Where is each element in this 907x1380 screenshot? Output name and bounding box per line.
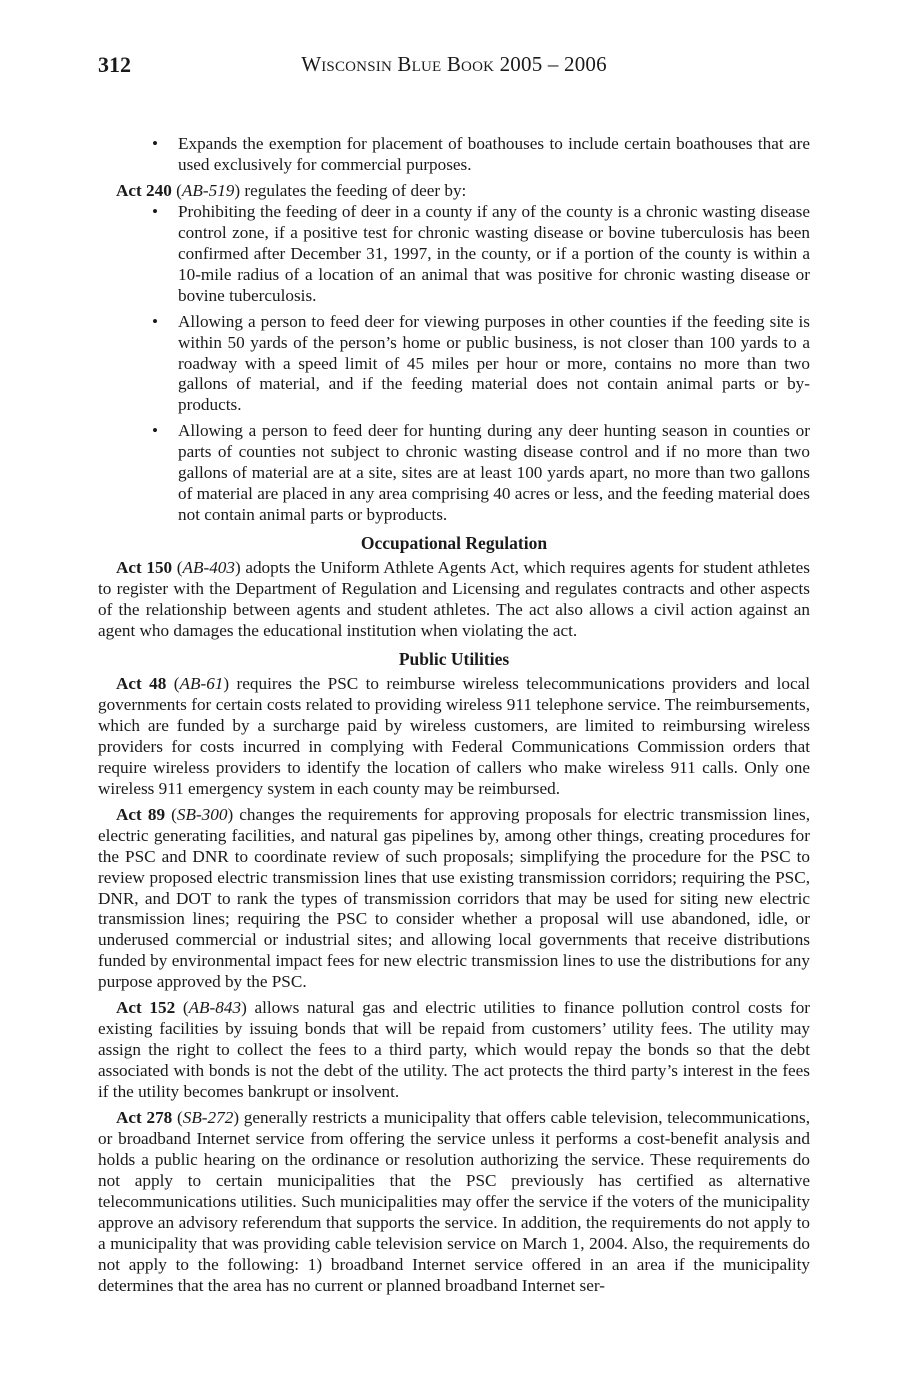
act-paragraph: Act 150 (AB-403) adopts the Uniform Athlete Agents Act, which requires agents for student athletes to register with the Department of Regulation and Licensing and regulates contracts and other aspects of the relationship between agents and student athletes. The act also allows a civil action against an agent who damages the educational institution when violating the act. [98,558,810,641]
act-number: Act 278 [116,1108,173,1128]
act-number: Act 240 [116,180,172,200]
bullet-item: • Expands the exemption for placement of boathouses to include certain boathouses that are used exclusively for commercial purposes. [178,134,810,176]
bill-number: SB-272 [182,1108,234,1128]
page-body [98,134,810,1297]
act240-bullet-list [98,202,810,526]
act-text: ) allows natural gas and electric utilities to finance pollution control costs for existing facilities by issuing bonds that will be repaid from customers’ utility fees. The utility may assign the right to collect the fees to a third party, which would repay the bonds so that the debt associated with bonds is not the debt of the utility. The act protects the third party’s interest in the fees if the utility becomes bankrupt or insolvent. [98,998,811,1102]
bill-number: AB-403 [182,558,235,578]
running-title: Wisconsin Blue Book 2005 – 2006 [301,52,607,76]
page-header [98,52,810,82]
bullet-item: • Allowing a person to feed deer for viewing purposes in other counties if the feeding site is within 50 yards of the person’s home or public business, is not closer than 100 yards to a roadway with a speed limit of 45 miles per hour or more, contains no more than two gallons of material, and if the feeding material does not contain animal parts or by-products. [178,312,810,417]
section-heading-occupational: Occupational Regulation [360,533,548,554]
bill-number: AB-843 [188,998,242,1018]
section-heading-utilities: Public Utilities [398,648,510,669]
bill-number: AB-61 [179,673,224,693]
act-number: Act 89 [116,804,166,824]
act-text: ) adopts the Uniform Athlete Agents Act, which requires agents for student athletes to register with the Department of Regulation and Licensing and regulates contracts and other aspects of the relationship between agents and student athletes. The act also allows a civil action against an agent who damages the educational institution when violating the act. [98,558,810,641]
act-text: ) regulates the feeding of deer by: [234,180,467,200]
act-text: ) requires the PSC to reimburse wireless telecommunications providers and local governments for certain costs related to providing wireless 911 telephone service. The reimbursements, which are funded by a surcharge paid by wireless customers, are limited to reimbursing wireless providers for costs incurred in complying with Federal Communications Commission orders that require wireless providers to identify the location of callers who make wireless 911 calls. Only one wireless 911 emergency system in each county may be reimbursed. [98,673,810,798]
act-paragraph: Act 278 (SB-272) generally restricts a municipality that offers cable television, telecommunications, or broadband Internet service from offering the service unless it performs a cost-benefit analysis and holds a public hearing on the ordinance or resolution authorizing the service. These requirements do not apply to certain municipalities that the PSC previously has certified as alternative telecommunications utilities. Such municipalities may offer the service if the voters of the municipality approve an advisory referendum that supports the service. In addition, the requirements do not apply to a municipality that was providing cable television service on March 1, 2004. Also, the requirements do not apply to the following: 1) broadband Internet service offered in an area if the municipality determines that the area has no current or planned broadband Internet ser- [98,1108,810,1295]
bill-number: SB-300 [176,804,228,824]
act-text: ) changes the requirements for approving proposals for electric transmission lines, electric generating facilities, and natural gas pipelines by, among other things, creating procedures for the PSC and DNR to coordinate review of such proposals; simplifying the procedure for the PSC to review proposed electric transmission lines that use existing transmission corridors; requiring the PSC, DNR, and DOT to rank the types of transmission corridors that may be used for siting new electric transmission lines; requiring the PSC to consider whether a proposal will use abandoned, idle, or underused commercial or industrial sites; and allowing local governments that receive distributions funded by environmental impact fees for new electric transmission lines to use the distributions for any purpose approved by the PSC. [98,804,810,992]
bullet-item: • Allowing a person to feed deer for hunting during any deer hunting season in counties or parts of counties not subject to chronic wasting disease control and if no more than two gallons of material are at a site, sites are at least 100 yards apart, no more than two gallons of material are placed in any area comprising 40 acres or less, and the feeding material does not contain animal parts or byproducts. [178,421,810,526]
act-paragraph: Act 152 (AB-843) allows natural gas and electric utilities to finance pollution control costs for existing facilities by issuing bonds that will be repaid from customers’ utility fees. The utility may assign the right to collect the fees to a third party, which would repay the bonds so that the debt associated with bonds is not the debt of the utility. The act protects the third party’s interest in the fees if the utility becomes bankrupt or insolvent. [98,998,811,1102]
act-number: Act 152 [116,998,176,1018]
bullet-item: • Prohibiting the feeding of deer in a county if any of the county is a chronic wasting disease control zone, if a positive test for chronic wasting disease or bovine tuberculosis has been confirmed after December 31, 1997, in the county, or if a portion of the county is within a 10-mile radius of a location of an animal that was positive for chronic wasting disease or bovine tuberculosis. [178,202,810,307]
act-text: ) generally restricts a municipality that offers cable television, telecommunications, or broadband Internet service from offering the service unless it performs a cost-benefit analysis and holds a public hearing on the ordinance or resolution authorizing the service. These requirements do not apply to certain municipalities that the PSC previously has certified as alternative telecommunications utilities. Such municipalities may offer the service if the voters of the municipality approve an advisory referendum that supports the service. In addition, the requirements do not apply to a municipality that was providing cable television service on March 1, 2004. Also, the requirements do not apply to the following: 1) broadband Internet service offered in an area if the municipality determines that the area has no current or planned broadband Internet ser- [98,1108,810,1295]
act-number: Act 150 [116,558,173,578]
bill-number: AB-519 [181,180,235,200]
act-number: Act 48 [116,673,167,693]
page-number: 312 [98,52,131,77]
act-paragraph: Act 89 (SB-300) changes the requirements for approving proposals for electric transmission lines, electric generating facilities, and natural gas pipelines by, among other things, creating procedures for the PSC and DNR to coordinate review of such proposals; simplifying the procedure for the PSC to review proposed electric transmission lines that use existing transmission corridors; requiring the PSC, DNR, and DOT to rank the types of transmission corridors that may be used for siting new electric transmission lines; requiring the PSC to consider whether a proposal will use abandoned, idle, or underused commercial or industrial sites; and allowing local governments that receive distributions funded by environmental impact fees for new electric transmission lines to use the distributions for any purpose approved by the PSC. [98,804,810,992]
intro-bullet-list [98,134,810,176]
act-paragraph: Act 48 (AB-61) requires the PSC to reimburse wireless telecommunications providers and local governments for certain costs related to providing wireless 911 telephone service. The reimbursements, which are funded by a surcharge paid by wireless customers, are limited to reimbursing wireless providers for costs incurred in complying with Federal Communications Commission orders that require wireless providers to identify the location of callers who make wireless 911 calls. Only one wireless 911 emergency system in each county may be reimbursed. [98,673,810,798]
act-paragraph: Act 240 (AB-519) regulates the feeding of deer by: [116,180,467,200]
